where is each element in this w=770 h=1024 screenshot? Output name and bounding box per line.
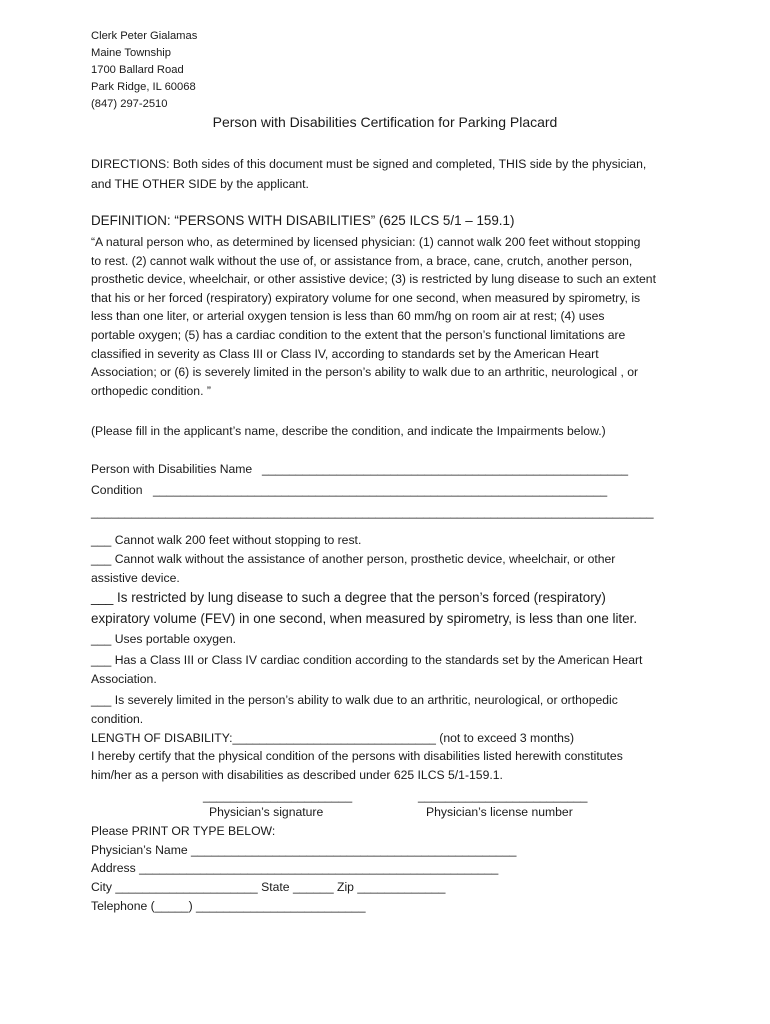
- physician-name-field[interactable]: Physician’s Name ________________________________________________: [91, 843, 517, 857]
- impairment-walk-200-feet[interactable]: ___ Cannot walk 200 feet without stopping to rest.: [91, 533, 362, 547]
- name-field-label: Person with Disabilities Name: [91, 462, 253, 476]
- definition-line: orthopedic condition. ”: [91, 384, 211, 398]
- definition-line: classified in severity as Class III or Class IV, according to standards set by the American Heart: [91, 347, 599, 361]
- license-number-line[interactable]: _________________________: [418, 789, 588, 803]
- signature-label: Physician’s signature: [209, 805, 324, 819]
- certification-line-2: him/her as a person with disabilities as described under 625 ILCS 5/1-159.1.: [91, 768, 503, 782]
- clerk-name: Clerk Peter Gialamas: [91, 30, 198, 42]
- impairment-lung-disease[interactable]: ___ Is restricted by lung disease to such a degree that the person’s forced (respiratory): [91, 590, 606, 605]
- address-field[interactable]: Address _____________________________________________________: [91, 861, 499, 875]
- definition-heading: DEFINITION: “PERSONS WITH DISABILITIES” (625 ILCS 5/1 – 159.1): [91, 213, 515, 228]
- telephone-field[interactable]: Telephone (_____) _________________________: [91, 899, 366, 913]
- definition-line: Association; or (6) is severely limited in the person’s ability to walk due to an arthritic, neurological , or: [91, 365, 639, 379]
- page-title: Person with Disabilities Certification for Parking Placard: [212, 114, 558, 130]
- township-name: Maine Township: [91, 47, 172, 59]
- signature-line[interactable]: ______________________: [203, 789, 353, 803]
- impairment-cardiac-cont: Association.: [91, 672, 157, 686]
- street-address: 1700 Ballard Road: [91, 64, 184, 76]
- impairment-assistance-cont: assistive device.: [91, 571, 180, 585]
- condition-field-line[interactable]: ___________________________________________________________________: [153, 483, 608, 497]
- name-field-line[interactable]: ______________________________________________________: [262, 462, 629, 476]
- condition-field-line-2[interactable]: ___________________________________________________________________________________: [91, 505, 654, 519]
- directions-line-2: and THE OTHER SIDE by the applicant.: [91, 177, 309, 191]
- impairment-assistance[interactable]: ___ Cannot walk without the assistance of another person, prosthetic device, wheelchair, or other: [91, 552, 616, 566]
- impairment-portable-oxygen[interactable]: ___ Uses portable oxygen.: [91, 632, 236, 646]
- license-number-label: Physician’s license number: [426, 805, 573, 819]
- impairment-lung-disease-cont: expiratory volume (FEV) in one second, when measured by spirometry, is less than one liter.: [91, 611, 638, 626]
- city-state-zip-field[interactable]: City _____________________ State ______ Zip _____________: [91, 880, 446, 894]
- impairment-mobility-cont: condition.: [91, 712, 144, 726]
- definition-line: to rest. (2) cannot walk without the use of, or assistance from, a brace, cane, crutch, another person,: [91, 254, 633, 268]
- length-of-disability-field[interactable]: LENGTH OF DISABILITY:______________________________ (not to exceed 3 months): [91, 731, 575, 745]
- city-state-zip: Park Ridge, IL 60068: [91, 81, 196, 93]
- definition-line: prosthetic device, wheelchair, or other assistive device; (3) is restricted by lung disease to such an extent: [91, 272, 656, 286]
- fill-instruction: (Please fill in the applicant’s name, describe the condition, and indicate the Impairments below.): [91, 424, 606, 438]
- impairment-cardiac[interactable]: ___ Has a Class III or Class IV cardiac condition according to the standards set by the American Heart: [91, 653, 643, 667]
- definition-line: “A natural person who, as determined by licensed physician: (1) cannot walk 200 feet without stopping: [91, 235, 641, 249]
- condition-field-label: Condition: [91, 483, 143, 497]
- print-heading: Please PRINT OR TYPE BELOW:: [91, 824, 276, 838]
- certification-line-1: I hereby certify that the physical condition of the persons with disabilities listed herewith constitutes: [91, 749, 623, 763]
- definition-line: portable oxygen; (5) has a cardiac condition to the extent that the person’s functional limitations are: [91, 328, 626, 342]
- definition-line: that his or her forced (respiratory) expiratory volume for one second, when measured by spirometry, is: [91, 291, 641, 305]
- directions-line-1: DIRECTIONS: Both sides of this document must be signed and completed, THIS side by the physician,: [91, 157, 647, 171]
- phone-number: (847) 297-2510: [91, 98, 168, 110]
- impairment-mobility[interactable]: ___ Is severely limited in the person’s ability to walk due to an arthritic, neurological, or orthopedic: [91, 693, 618, 707]
- definition-line: less than one liter, or arterial oxygen tension is less than 60 mm/hg on room air at rest; (4) uses: [91, 309, 605, 323]
